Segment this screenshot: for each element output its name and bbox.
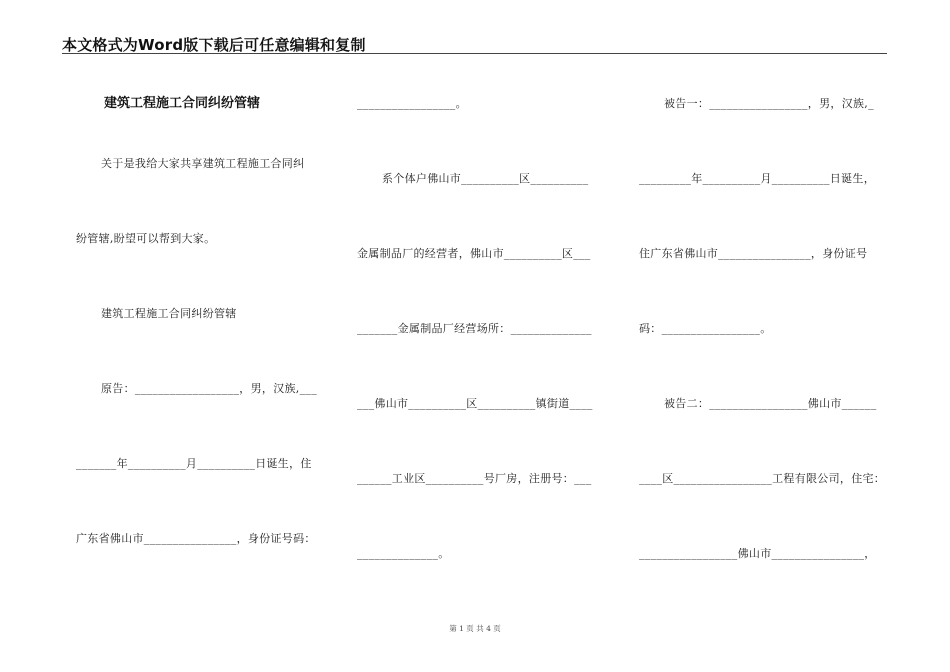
right-line-3: 住广东省佛山市________________，身份证号 bbox=[639, 247, 868, 260]
left-line-3: 建筑工程施工合同纠纷管辖 bbox=[101, 307, 237, 320]
middle-line-7: ______________。 bbox=[357, 547, 450, 560]
middle-line-6: ______工业区__________号厂房，注册号：___ bbox=[357, 472, 592, 485]
right-line-5: 被告二：_________________佛山市______ bbox=[664, 397, 877, 410]
middle-line-5: ___佛山市__________区__________镇街道____ bbox=[357, 397, 593, 410]
right-line-6: ____区_________________工程有限公司，住宅： bbox=[639, 472, 886, 485]
left-line-5: _______年__________月__________日诞生，住 bbox=[76, 457, 312, 470]
left-line-6: 广东省佛山市________________，身份证号码： bbox=[76, 532, 316, 545]
header-divider bbox=[62, 53, 887, 54]
left-line-1: 关于是我给大家共享建筑工程施工合同纠 bbox=[101, 157, 305, 170]
middle-line-1: _________________。 bbox=[357, 97, 467, 110]
header-title: 本文格式为Word版下载后可任意编辑和复制 bbox=[62, 36, 366, 54]
page-number: 第 1 页 共 4 页 bbox=[449, 624, 501, 633]
left-line-2: 纷管辖,盼望可以帮到大家。 bbox=[76, 232, 216, 245]
right-line-1: 被告一：_________________，男，汉族,_ bbox=[664, 97, 874, 110]
document-title: 建筑工程施工合同纠纷管辖 bbox=[104, 96, 261, 111]
middle-line-4: _______金属制品厂经营场所：______________ bbox=[357, 322, 592, 335]
left-line-4: 原告：__________________，男，汉族,___ bbox=[101, 382, 317, 395]
middle-line-2: 系个体户佛山市__________区__________ bbox=[382, 172, 589, 185]
right-line-7: _________________佛山市________________， bbox=[639, 547, 876, 560]
right-line-2: _________年__________月__________日诞生， bbox=[639, 172, 875, 185]
right-line-4: 码：_________________。 bbox=[639, 322, 772, 335]
middle-line-3: 金属制品厂的经营者，佛山市__________区___ bbox=[357, 247, 591, 260]
